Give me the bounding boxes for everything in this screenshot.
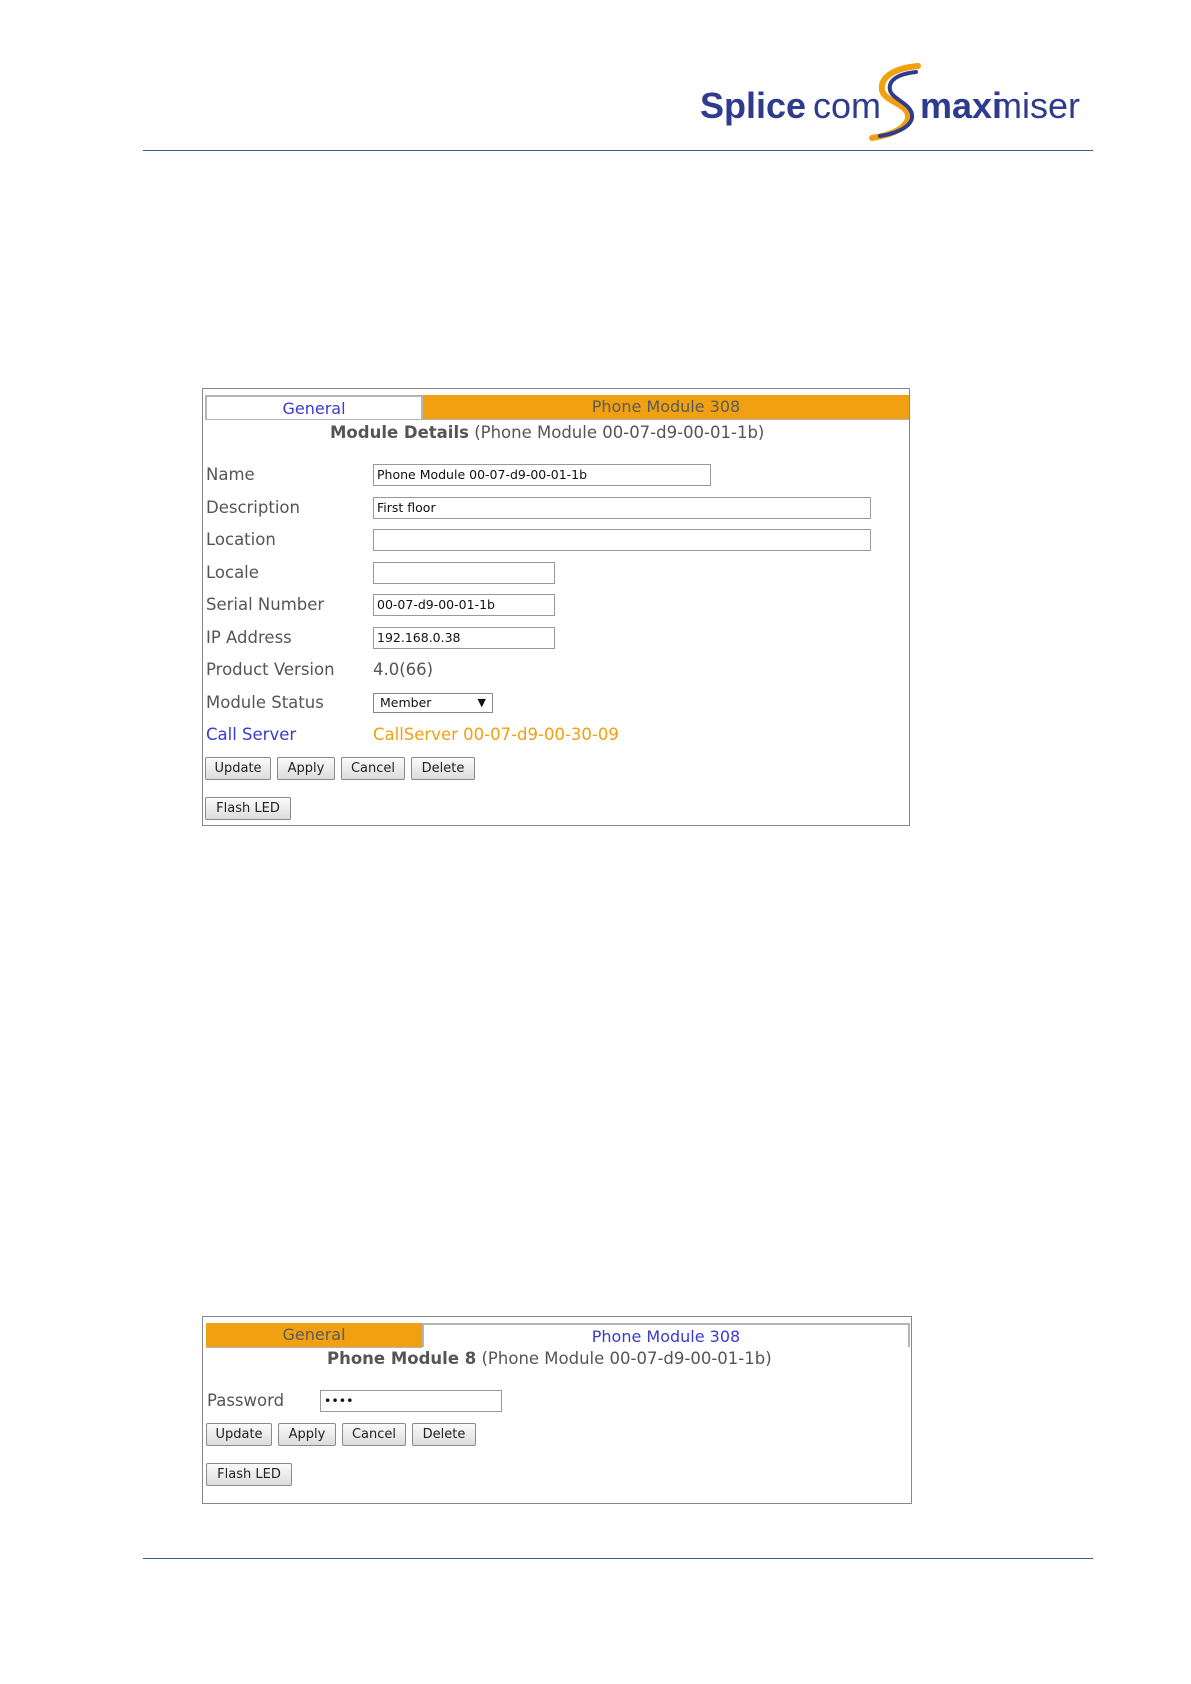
location-field[interactable] (373, 529, 871, 551)
logo-splice-text: Splice (700, 85, 807, 126)
product-version-label: Product Version (206, 660, 335, 679)
call-server-value[interactable]: CallServer 00-07-d9-00-30-09 (373, 725, 619, 744)
cancel-button[interactable]: Cancel (341, 757, 405, 780)
panel-heading (330, 423, 764, 442)
ip-address-label: IP Address (206, 628, 292, 647)
serial-number-label: Serial Number (206, 595, 325, 614)
delete-button[interactable]: Delete (411, 757, 475, 780)
flash-led-button[interactable]: Flash LED (206, 1463, 292, 1486)
phone-module-panel (202, 1316, 912, 1504)
password-label: Password (207, 1391, 285, 1410)
name-field[interactable]: Phone Module 00-07-d9-00-01-1b (373, 464, 711, 486)
call-server-link[interactable]: Call Server (206, 725, 297, 744)
logo-com-text: com (813, 85, 882, 126)
panel-heading-bold: Module Details (330, 423, 469, 442)
footer-rule (143, 1558, 1093, 1559)
apply-button[interactable]: Apply (277, 757, 335, 780)
description-label: Description (206, 498, 300, 517)
update-button[interactable]: Update (205, 757, 271, 780)
name-label: Name (206, 465, 255, 484)
password-field[interactable]: •••• (320, 1390, 502, 1412)
tab-underline (206, 1347, 422, 1348)
tab-phone-module[interactable]: Phone Module 308 (422, 1323, 910, 1347)
logo-s-swoosh-icon (866, 62, 926, 142)
product-version-value: 4.0(66) (373, 660, 434, 679)
ip-address-field[interactable]: 192.168.0.38 (373, 627, 555, 649)
update-button[interactable]: Update (206, 1423, 272, 1446)
tab-general[interactable]: General (205, 395, 423, 419)
locale-label: Locale (206, 563, 259, 582)
module-status-label: Module Status (206, 693, 324, 712)
panel-heading (327, 1349, 772, 1368)
header-rule (143, 150, 1093, 151)
delete-button[interactable]: Delete (412, 1423, 476, 1446)
serial-number-field[interactable]: 00-07-d9-00-01-1b (373, 594, 555, 616)
logo-miser-text: miser (992, 85, 1080, 126)
apply-button[interactable]: Apply (278, 1423, 336, 1446)
panel-heading-bold: Phone Module 8 (327, 1349, 477, 1368)
tab-underline (205, 419, 909, 420)
panel-heading-rest: (Phone Module 00-07-d9-00-01-1b) (474, 423, 765, 442)
description-field[interactable]: First floor (373, 497, 871, 519)
splicecom-maximiser-logo (700, 62, 1095, 142)
module-status-value: Member (380, 695, 432, 710)
panel-heading-rest: (Phone Module 00-07-d9-00-01-1b) (481, 1349, 772, 1368)
cancel-button[interactable]: Cancel (342, 1423, 406, 1446)
logo-maxi-text: maxi (920, 85, 1003, 126)
location-label: Location (206, 530, 276, 549)
module-status-select[interactable] (373, 693, 493, 713)
dropdown-arrow-icon: ▼ (477, 696, 486, 709)
locale-field[interactable] (373, 562, 555, 584)
module-details-panel (202, 388, 910, 826)
flash-led-button[interactable]: Flash LED (205, 797, 291, 820)
tab-general[interactable]: General (206, 1323, 422, 1347)
tab-phone-module[interactable]: Phone Module 308 (423, 395, 909, 419)
